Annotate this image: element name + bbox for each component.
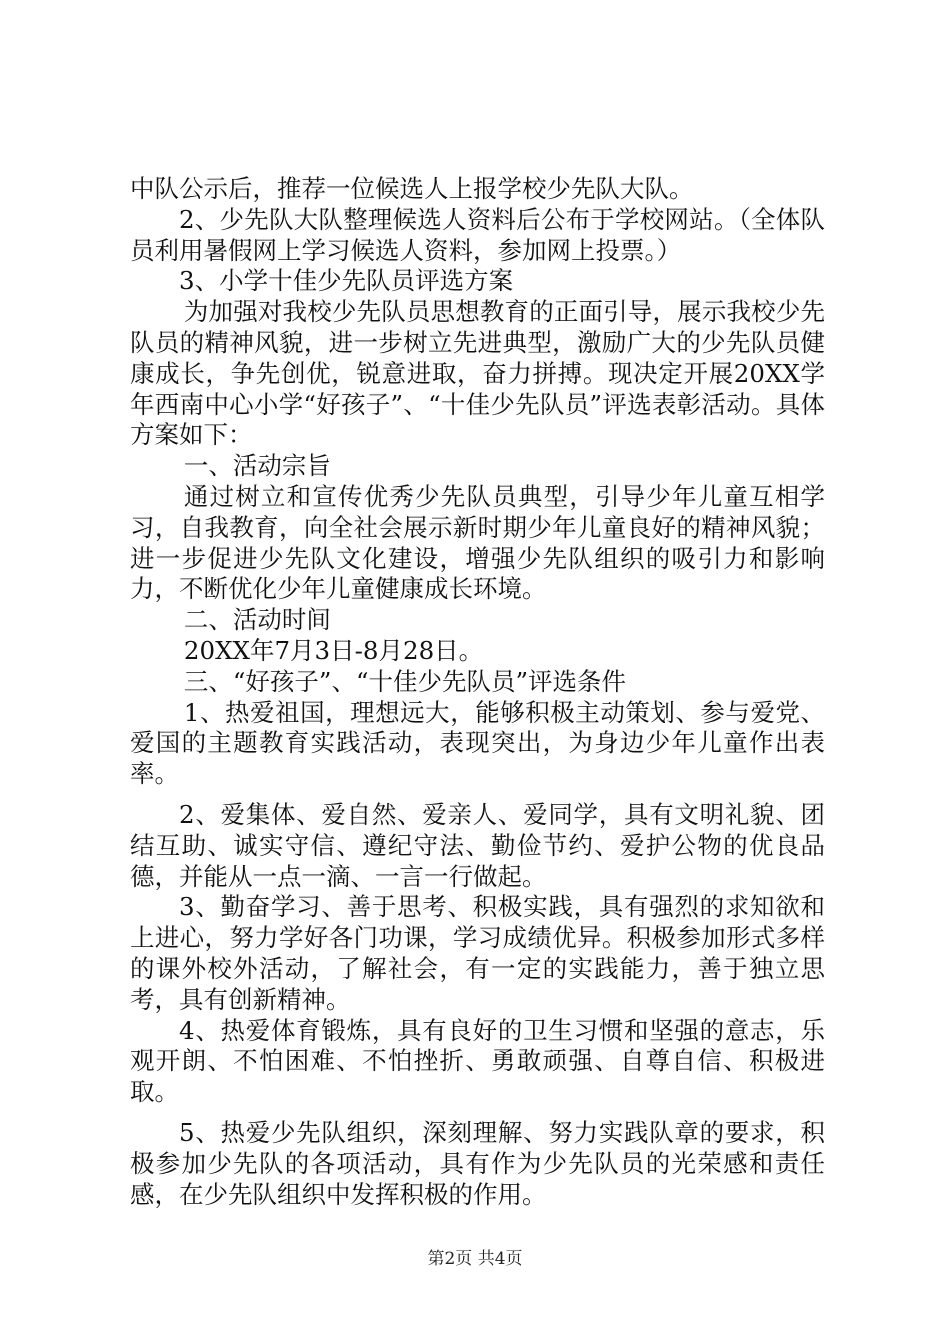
paragraph-intro: 为加强对我校少先队员思想教育的正面引导，展示我校少先队员的精神风貌，进一步树立先进典型，激励广大的少先队员健康成长，争先创优，锐意进取，奋力拼搏。现决定开展20XX学年西南中心小学“好孩子”、“十佳少先队员”评选表彰活动。具体方案如下： (130, 297, 825, 450)
paragraph-activity-purpose: 通过树立和宣传优秀少先队员典型，引导少年儿童互相学习，自我教育，向全社会展示新时期少年儿童良好的精神风貌；进一步促进少先队文化建设，增强少先队组织的吸引力和影响力，不断优化少年儿童健康成长环境。 (130, 481, 825, 604)
criteria-item-5: 5、热爱少先队组织，深刻理解、努力实践队章的要求，积极参加少先队的各项活动，具有作为少先队员的光荣感和责任感，在少先队组织中发挥积极的作用。 (130, 1117, 825, 1209)
paragraph-item-2-website: 2、少先队大队整理候选人资料后公布于学校网站。（全体队员利用暑假网上学习候选人资料，参加网上投票。） (130, 204, 825, 265)
criteria-item-1: 1、热爱祖国，理想远大，能够积极主动策划、参与爱党、爱国的主题教育实践活动，表现突出，为身边少年儿童作出表率。 (130, 697, 825, 789)
paragraph-continuation: 中队公示后，推荐一位候选人上报学校少先队大队。 (130, 174, 694, 203)
criteria-item-2: 2、爱集体、爱自然、爱亲人、爱同学，具有文明礼貌、团结互助、诚实守信、遵纪守法、勤俭节约、爱护公物的优良品德，并能从一点一滴、一言一行做起。 (130, 799, 825, 891)
section-title-selection-plan: 3、小学十佳少先队员评选方案 (179, 266, 514, 296)
paragraph-activity-time: 20XX年7月3日-8月28日。 (183, 635, 484, 665)
page-footer: 第2页 共4页 (427, 1249, 523, 1269)
criteria-item-3: 3、勤奋学习、善于思考、积极实践，具有强烈的求知欲和上进心，努力学好各门功课，学习成绩优异。积极参加形式多样的课外校外活动，了解社会，有一定的实践能力，善于独立思考，具有创新精神。 (130, 892, 825, 1014)
heading-activity-purpose: 一、活动宗旨 (183, 451, 331, 481)
heading-activity-time: 二、活动时间 (183, 605, 331, 635)
criteria-item-4: 4、热爱体育锻炼，具有良好的卫生习惯和坚强的意志，乐观开朗、不怕困难、不怕挫折、勇敢顽强、自尊自信、积极进取。 (130, 1015, 825, 1107)
heading-selection-criteria: 三、“好孩子”、“十佳少先队员”评选条件 (183, 666, 626, 696)
document-body (130, 174, 825, 1210)
